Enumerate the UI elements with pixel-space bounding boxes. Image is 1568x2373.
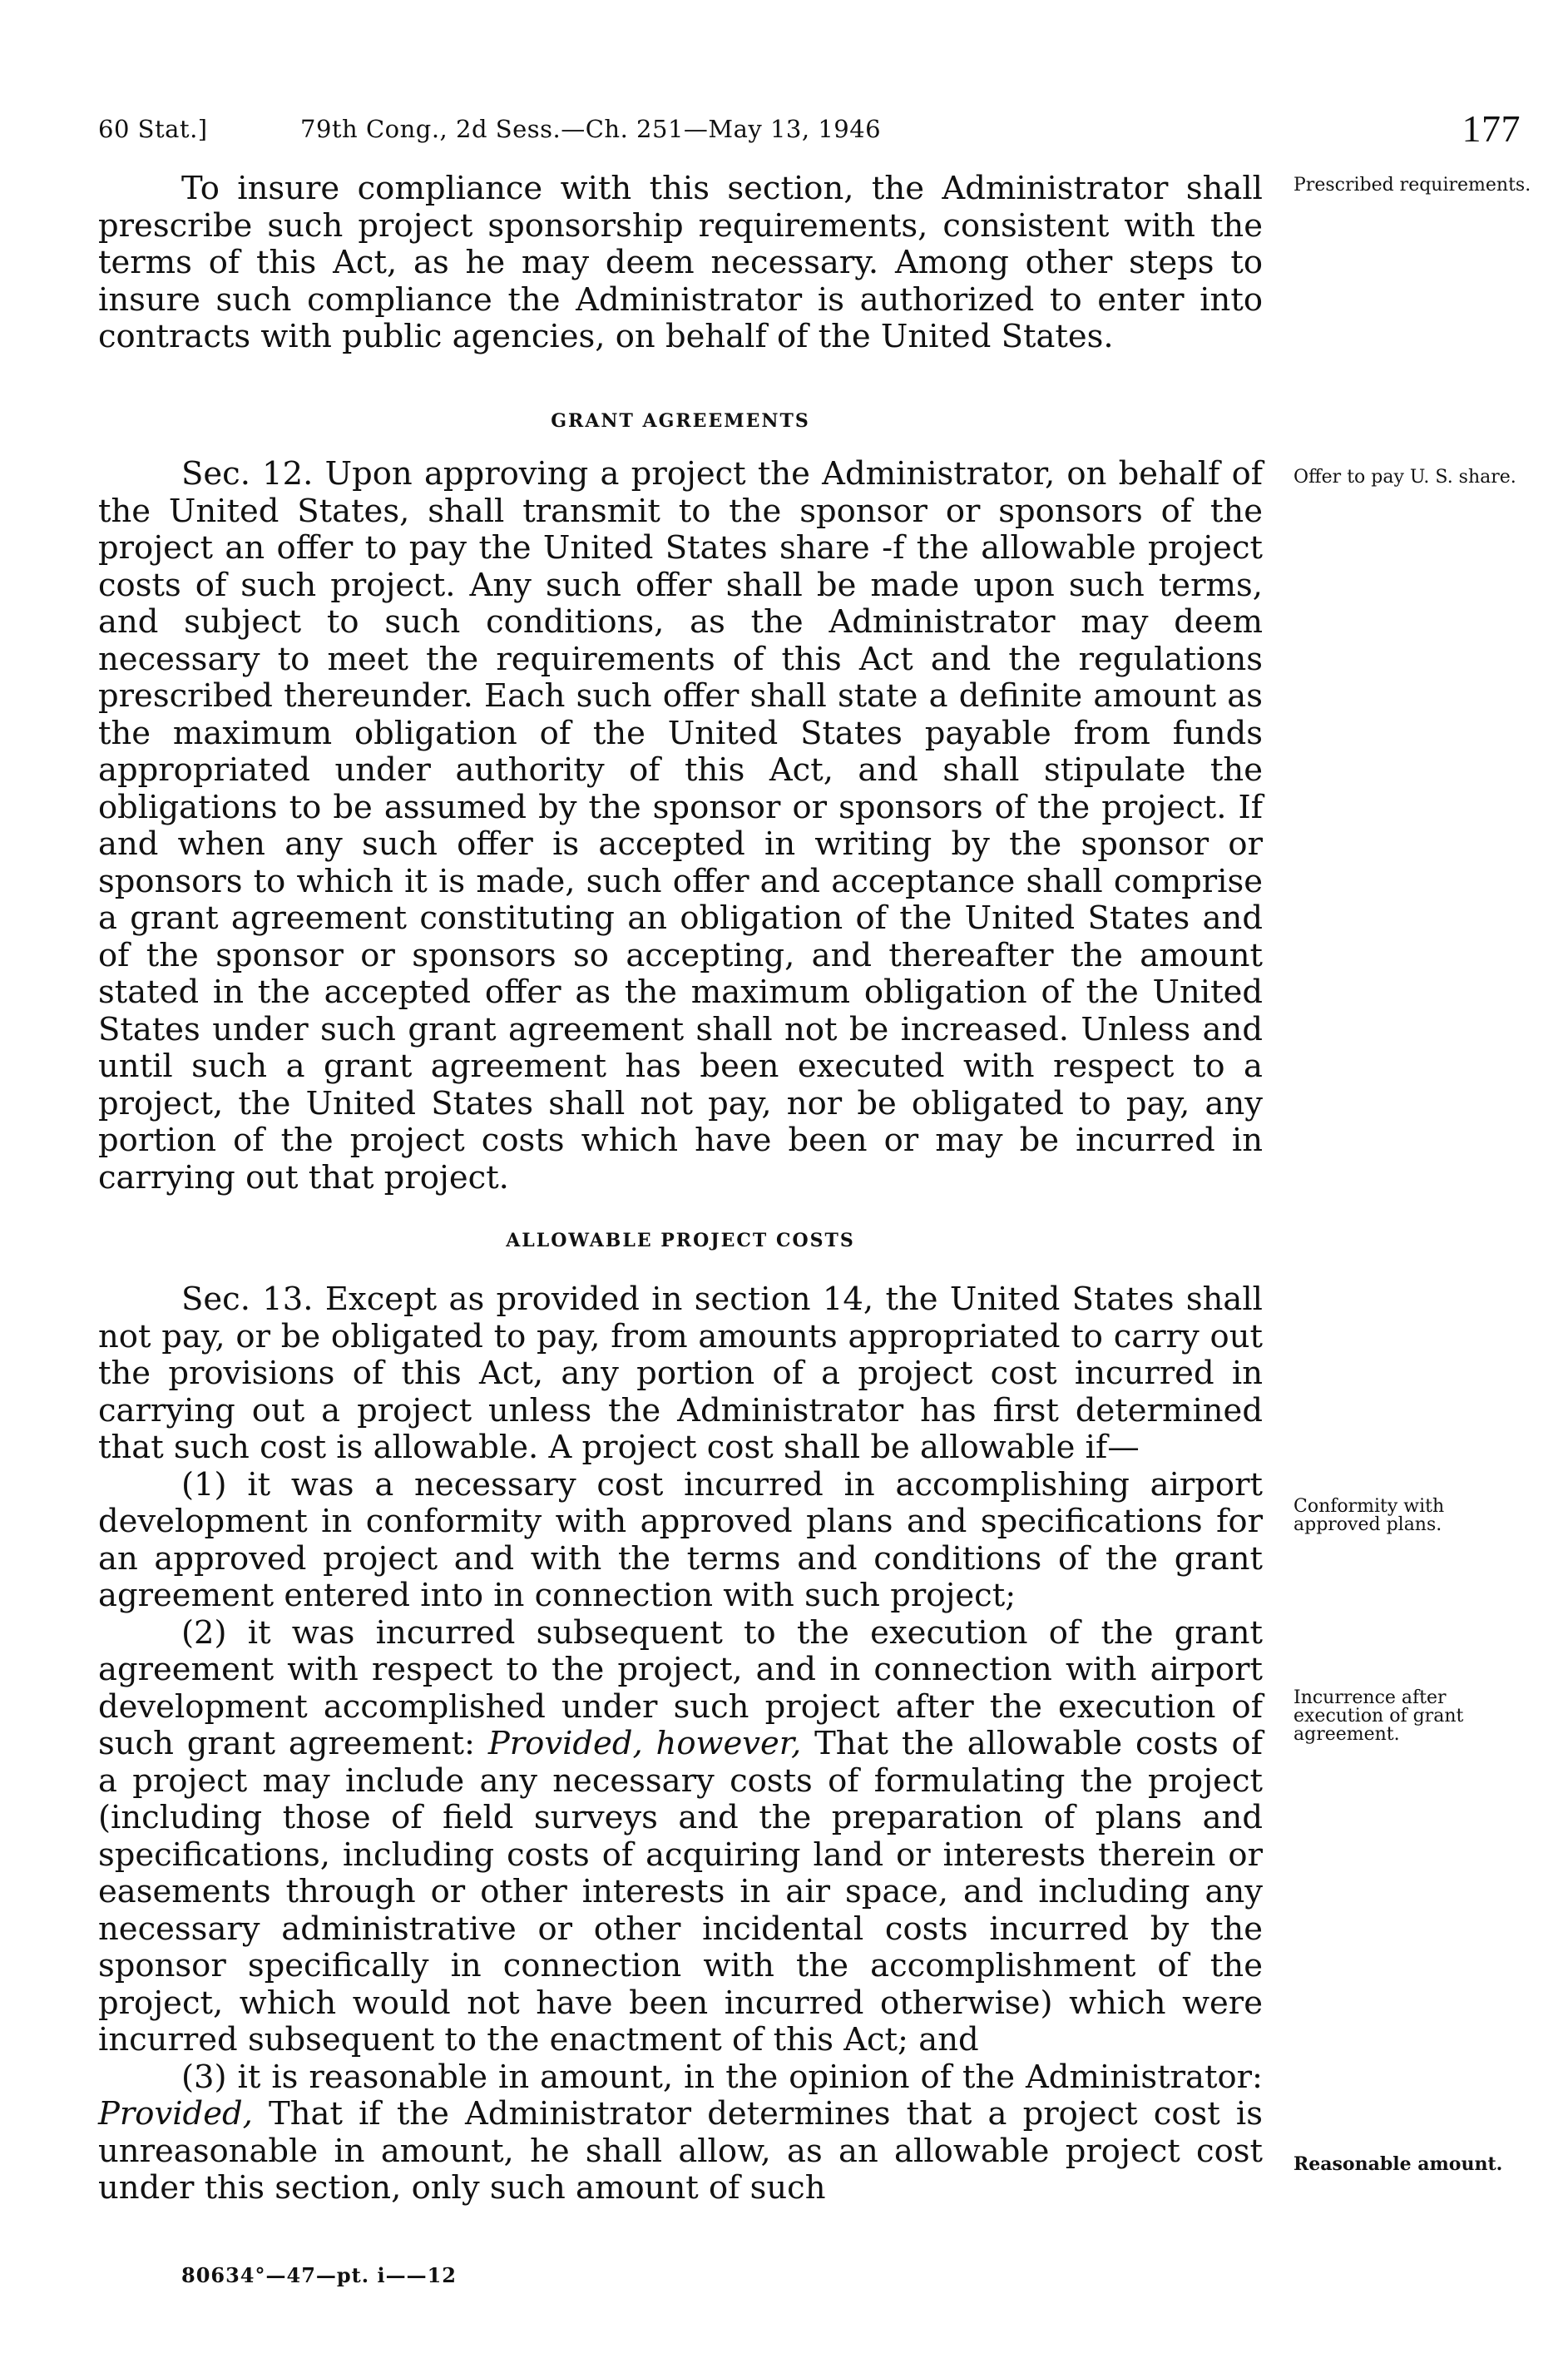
margin-note-reasonable: Reasonable amount. — [1293, 2153, 1503, 2175]
intro-paragraph-block — [98, 171, 1263, 356]
section-12-block — [98, 456, 1263, 1196]
section-12-paragraph — [98, 456, 1263, 1196]
session-reference: 79th Cong., 2d Sess.—Ch. 251—May 13, 1946 — [300, 115, 882, 143]
section-12-text: Upon approving a project the Administrator, on behalf of the United States, shall transmit to the sponsor or sponsors of the project an offer to pay the United States share -f the allowable project costs of such project. Any such offer shall be made upon such terms, and subject to such conditions, as the Administrator may deem necessary to meet the requirements of this Act and the regulations prescribed thereunder. Each such offer shall state a definite amount as the maximum obligation of the United States payable from funds appropriated under authority of this Act, and shall stipulate the obligations to be assumed by the sponsor or sponsors of the project. If and when any such offer is accepted in writing by the sponsor or sponsors to which it is made, such offer and acceptance shall comprise a grant agreement constituting an obligation of the United States and of the sponsor or sponsors so accepting, and thereafter the amount stated in the accepted offer as the maximum obligation of the United States under such grant agreement shall not be increased. Unless and until such a grant agreement has been executed with respect to a project, the United States shall not pay, nor be obligated to pay, any portion of the project costs which have been or may be incurred in carrying out that project. — [98, 455, 1263, 1196]
item-3-proviso: Provided, — [98, 2095, 253, 2133]
intro-paragraph: To insure compliance with this section, the Administrator shall prescribe such project sponsorship requirements, consistent with the terms of this Act, as he may deem necessary. Among other steps to insure such compliance the Administrator is authorized to enter into contracts with public agencies, on behalf of the United States. — [98, 170, 1263, 355]
item-3-text-a: (3) it is reasonable in amount, in the opinion of the Administrator: — [181, 2058, 1263, 2096]
section-13-item-3 — [98, 2059, 1263, 2207]
section-13-block — [98, 1281, 1263, 2207]
margin-note-incurrence: Incurrence after execution of grant agreement. — [1293, 1687, 1464, 1745]
item-3-text-b: That if the Administrator determines that a project cost is unreasonable in amount, he shall allow, as an allowable project cost under this section, only such amount of such — [98, 2095, 1263, 2207]
volume-reference: 60 Stat.] — [98, 115, 208, 143]
section-13-label: Sec. 13. — [181, 1281, 314, 1318]
section-heading-allowable-costs: ALLOWABLE PROJECT COSTS — [506, 1230, 855, 1251]
page-header — [98, 107, 1521, 165]
page-number: 177 — [1462, 107, 1521, 150]
page-footer: 80634°—47—pt. i——12 — [181, 2263, 457, 2287]
section-heading-grant-agreements: GRANT AGREEMENTS — [551, 410, 810, 432]
margin-note-offer: Offer to pay U. S. share. — [1293, 467, 1516, 488]
section-13-item-2 — [98, 1615, 1263, 2059]
margin-note-prescribed: Prescribed requirements. — [1293, 175, 1531, 196]
section-13-text: Except as provided in section 14, the United States shall not pay, or be obligated to pay, from amounts appropriated to carry out the provisions of this Act, any portion of a project cost incurred in carrying out a project unless the Administrator has first determined that such cost is allowable. A project cost shall be allowable if— — [98, 1281, 1263, 1466]
item-2-proviso: Provided, however, — [487, 1725, 802, 1762]
margin-note-conformity: Conformity with approved plans. — [1293, 1496, 1445, 1535]
item-2-text-b: That the allowable costs of a project may include any necessary costs of formulating the project (including those of field surveys and the preparation of plans and specifications, including costs of acquiring land or interests therein or easements through or other interests in air space, and including any necessary administrative or other incidental costs incurred by the sponsor specifically in connection with the accomplishment of the project, which would not have been incurred otherwise) which were incurred subsequent to the enactment of this Act; and — [98, 1725, 1263, 2058]
section-13-paragraph — [98, 1281, 1263, 1467]
section-12-label: Sec. 12. — [181, 455, 314, 493]
section-13-item-1: (1) it was a necessary cost incurred in accomplishing airport development in conformity with approved plans and specifications for an approved project and with the terms and conditions of the grant agreement entered into in connection with such project; — [98, 1465, 1263, 1614]
item-2-text-a: (2) it was incurred subsequent to the execution of the grant agreement with respect to the project, and in connection with airport development accomplished under such project after the execution of such grant agreement: — [98, 1613, 1263, 1762]
